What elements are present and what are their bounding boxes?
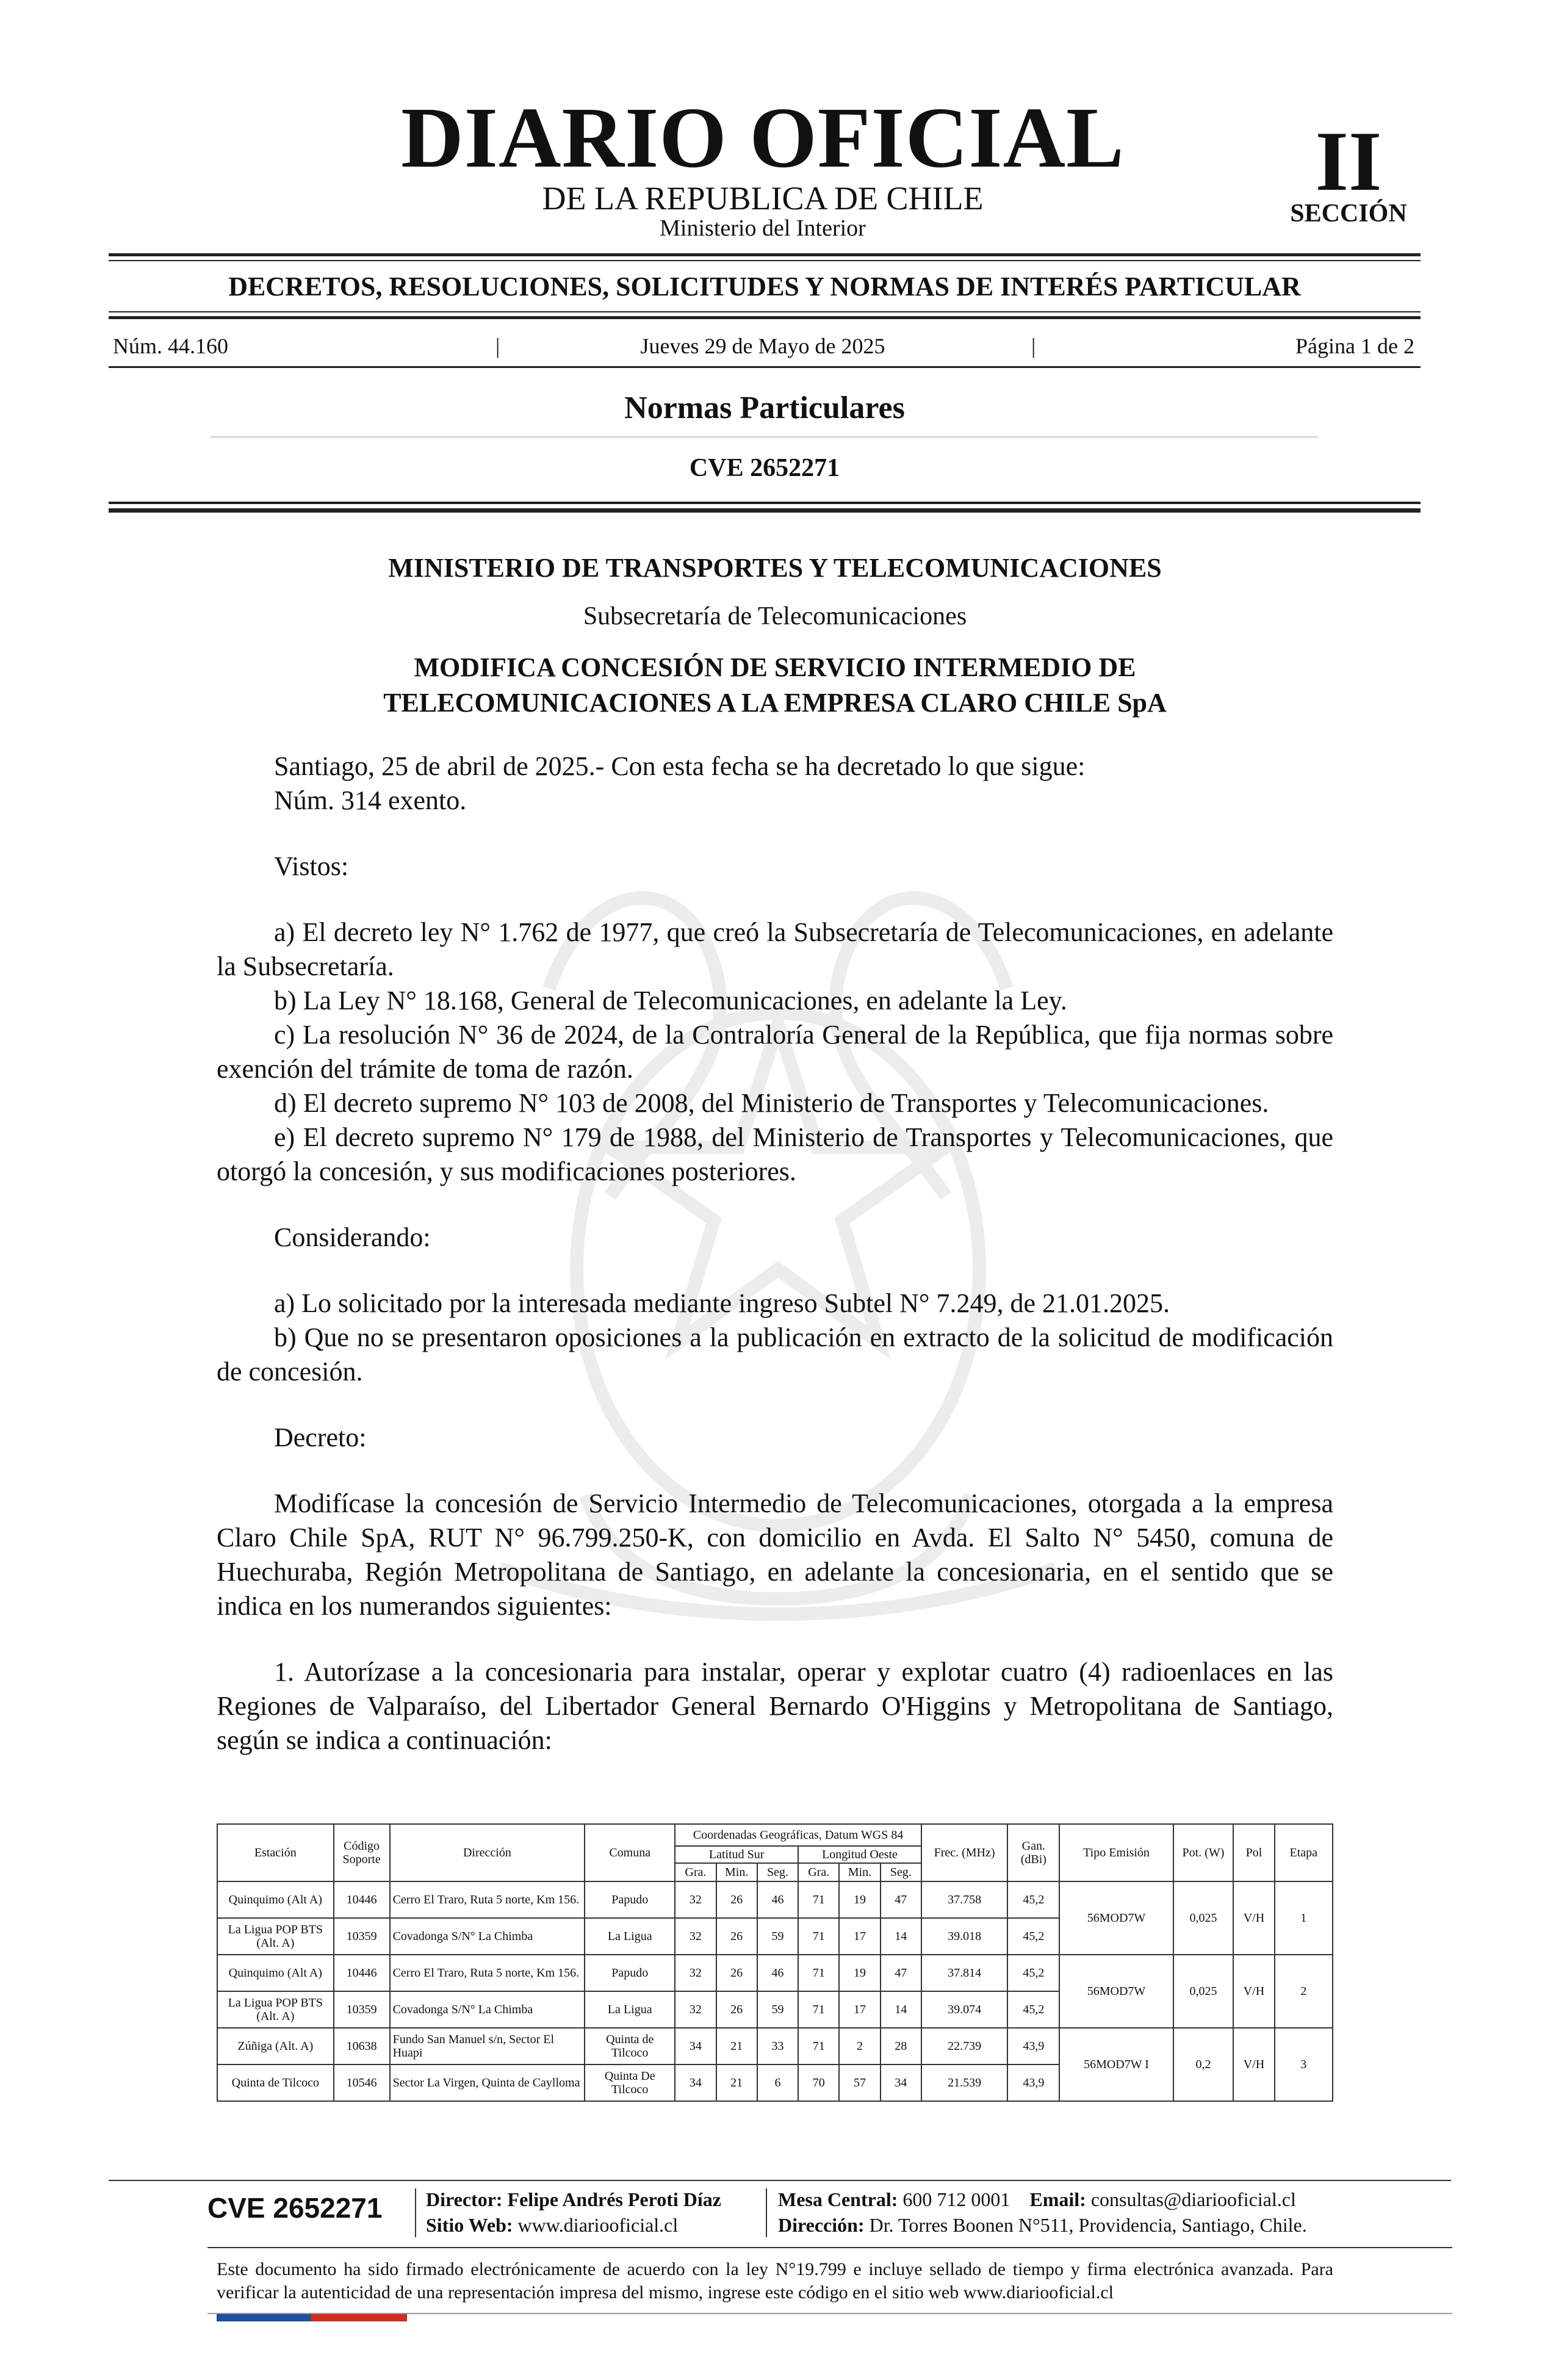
header-ganancia: Gan. (dBi) [1007, 1824, 1059, 1881]
cell-frecuencia: 37.758 [921, 1881, 1007, 1918]
considerando-item: a) Lo solicitado por la interesada mediante ingreso Subtel N° 7.249, de 21.01.2025. [274, 1288, 1170, 1318]
vistos-item: a) El decreto ley N° 1.762 de 1977, que creó la Subsecretaría de Telecomunicaciones, en adelante la Subsecretaría. [217, 917, 1333, 981]
phone-label: Mesa Central: [778, 2188, 898, 2210]
decreto-heading: Decreto: [274, 1423, 367, 1452]
flag-stripe-red [311, 2314, 407, 2321]
header-lat-gra: Gra. [675, 1863, 716, 1881]
header-rule-top [109, 253, 1421, 256]
cell-direccion: Covadonga S/N° La Chimba [390, 1918, 585, 1955]
issue-date: Jueves 29 de Mayo de 2025 [640, 334, 885, 358]
header-rule-mid-thin [109, 311, 1421, 312]
vistos-item: c) La resolución N° 36 de 2024, de la Contraloría General de la República, que fija normas sobre exención del trámite de toma de razón. [217, 1020, 1333, 1084]
norm-type-heading: Normas Particulares [624, 391, 905, 425]
cell-lat-gra: 32 [675, 1881, 716, 1918]
content-rule-top-thick [109, 508, 1421, 513]
considerando-item: b) Que no se presentaron oposiciones a la publicación en extracto de la solicitud de modificación de concesión. [217, 1322, 1333, 1387]
cell-comuna: Quinta De Tilcoco [585, 2064, 675, 2101]
header-potencia: Pot. (W) [1173, 1824, 1234, 1881]
vistos-item: b) La Ley N° 18.168, General de Telecomunicaciones, en adelante la Ley. [274, 986, 1067, 1015]
cell-estacion: Quinquimo (Alt A) [217, 1955, 334, 1991]
cell-lon-seg: 34 [881, 2064, 921, 2101]
cell-codigo: 10638 [334, 2028, 390, 2064]
separator-left: | [495, 334, 500, 358]
cell-lat-min: 26 [716, 1955, 757, 1991]
cve-code: CVE 2652271 [689, 454, 840, 482]
cell-lat-min: 21 [716, 2064, 757, 2101]
cell-etapa: 2 [1275, 1955, 1333, 2028]
header-tipo-emision: Tipo Emisión [1059, 1824, 1173, 1881]
email-label: Email: [1029, 2188, 1086, 2210]
header-polarizacion: Pol [1233, 1824, 1274, 1881]
vistos-item: d) El decreto supremo N° 103 de 2008, del Ministerio de Transportes y Telecomunicaciones. [274, 1088, 1269, 1118]
issuing-ministry: MINISTERIO DE TRANSPORTES Y TELECOMUNICACIONES [388, 553, 1162, 583]
cell-codigo: 10546 [334, 2064, 390, 2101]
cell-frecuencia: 22.739 [921, 2028, 1007, 2064]
cell-potencia: 0,025 [1173, 1955, 1234, 2028]
director-name: Felipe Andrés Peroti Díaz [507, 2188, 721, 2210]
cell-direccion: Cerro El Traro, Ruta 5 norte, Km 156. [390, 1955, 585, 1991]
header-latitud: Latitud Sur [675, 1846, 798, 1863]
footer-divider-left [415, 2188, 416, 2237]
cell-polarizacion: V/H [1233, 2028, 1274, 2101]
cell-lat-seg: 33 [757, 2028, 798, 2064]
header-estacion: Estación [217, 1824, 334, 1881]
header-lon-min: Min. [839, 1863, 880, 1881]
header-longitud: Longitud Oeste [798, 1846, 921, 1863]
decree-number: Núm. 314 exento. [274, 785, 467, 815]
header-lon-gra: Gra. [798, 1863, 839, 1881]
header-rule-top-thin [109, 260, 1421, 261]
cell-ganancia: 45,2 [1007, 1991, 1059, 2028]
cell-frecuencia: 39.018 [921, 1918, 1007, 1955]
cell-lon-min: 17 [839, 1918, 880, 1955]
header-direccion: Dirección [390, 1824, 585, 1881]
cell-lat-seg: 46 [757, 1955, 798, 1991]
cell-lon-gra: 71 [798, 1955, 839, 1991]
footer-rule-mid [207, 2247, 1452, 2248]
cell-lon-gra: 71 [798, 1881, 839, 1918]
cell-lon-min: 19 [839, 1955, 880, 1991]
cell-lat-min: 26 [716, 1991, 757, 2028]
footer-contact [778, 2187, 1296, 2212]
cell-lon-min: 57 [839, 2064, 880, 2101]
norm-type-underline [211, 436, 1318, 438]
cell-estacion: Quinta de Tilcoco [217, 2064, 334, 2101]
cell-tipo-emision: 56MOD7W [1059, 1881, 1173, 1955]
cell-lon-seg: 47 [881, 1955, 921, 1991]
cell-ganancia: 45,2 [1007, 1918, 1059, 1955]
cell-lon-gra: 71 [798, 1991, 839, 2028]
document-body [217, 749, 1333, 1758]
cell-lon-min: 17 [839, 1991, 880, 2028]
vistos-item: e) El decreto supremo N° 179 de 1988, del Ministerio de Transportes y Telecomunicaciones, que otorgó la concesión, y sus modificaciones posteriores. [217, 1122, 1333, 1186]
cell-lat-seg: 59 [757, 1918, 798, 1955]
issue-number: Núm. 44.160 [113, 334, 228, 358]
cell-lon-seg: 14 [881, 1991, 921, 2028]
footer-address [778, 2213, 1307, 2237]
cell-ganancia: 45,2 [1007, 1881, 1059, 1918]
document-title-line2: TELECOMUNICACIONES A LA EMPRESA CLARO CHILE SpA [383, 688, 1167, 718]
footer-director [426, 2187, 721, 2212]
phone-number: 600 712 0001 [902, 2188, 1010, 2210]
footer-rule-top [109, 2180, 1451, 2181]
footer-website [426, 2213, 678, 2237]
content-rule-top [109, 502, 1421, 504]
cell-potencia: 0,2 [1173, 2028, 1234, 2101]
header-frecuencia: Frec. (MHz) [921, 1824, 1007, 1881]
header-etapa: Etapa [1275, 1824, 1333, 1881]
address-label: Dirección: [778, 2214, 865, 2236]
cell-etapa: 1 [1275, 1881, 1333, 1955]
radio-links-table [217, 1823, 1333, 2102]
header-lon-seg: Seg. [881, 1863, 921, 1881]
cell-etapa: 3 [1275, 2028, 1333, 2101]
cell-tipo-emision: 56MOD7W I [1059, 2028, 1173, 2101]
flag-stripe-blue [217, 2314, 311, 2321]
cell-ganancia: 45,2 [1007, 1955, 1059, 1991]
cell-comuna: Papudo [585, 1955, 675, 1991]
cell-ganancia: 43,9 [1007, 2064, 1059, 2101]
footer-divider-right [766, 2188, 767, 2237]
cell-codigo: 10359 [334, 1918, 390, 1955]
cell-lon-seg: 14 [881, 1918, 921, 1955]
website-link[interactable]: www.diariooficial.cl [517, 2214, 679, 2236]
cell-tipo-emision: 56MOD7W [1059, 1955, 1173, 2028]
decreto-item-1: 1. Autorízase a la concesionaria para instalar, operar y explotar cuatro (4) radioenlaces en las Regiones de Valparaíso, del Libertador General Bernardo O'Higgins y Metropolitana de Santiago, según se indica a continuación: [217, 1657, 1333, 1755]
cell-direccion: Cerro El Traro, Ruta 5 norte, Km 156. [390, 1881, 585, 1918]
cell-lat-gra: 32 [675, 1955, 716, 1991]
cell-estacion: La Ligua POP BTS (Alt. A) [217, 1991, 334, 2028]
table-row [217, 1955, 1333, 1991]
cell-frecuencia: 37.814 [921, 1955, 1007, 1991]
cell-estacion: Quinquimo (Alt A) [217, 1881, 334, 1918]
subsecretariat: Subsecretaría de Telecomunicaciones [583, 602, 967, 630]
separator-right: | [1031, 334, 1036, 358]
category-heading: DECRETOS, RESOLUCIONES, SOLICITUDES Y NORMAS DE INTERÉS PARTICULAR [228, 272, 1301, 301]
cell-lat-gra: 34 [675, 2028, 716, 2064]
place-date: Santiago, 25 de abril de 2025.- Con esta fecha se ha decretado lo que sigue: [274, 751, 1086, 781]
cell-lat-min: 26 [716, 1918, 757, 1955]
page-indicator: Página 1 de 2 [1295, 334, 1414, 358]
cell-direccion: Sector La Virgen, Quinta de Caylloma [390, 2064, 585, 2101]
cell-lat-min: 26 [716, 1881, 757, 1918]
cell-lat-gra: 34 [675, 2064, 716, 2101]
cell-lon-seg: 47 [881, 1881, 921, 1918]
cell-lon-min: 19 [839, 1881, 880, 1918]
header-coordenadas: Coordenadas Geográficas, Datum WGS 84 [675, 1824, 921, 1846]
header-codigo: Código Soporte [334, 1824, 390, 1881]
cell-estacion: Zúñiga (Alt. A) [217, 2028, 334, 2064]
cell-lat-min: 21 [716, 2028, 757, 2064]
cell-direccion: Covadonga S/N° La Chimba [390, 1991, 585, 2028]
section-label: SECCIÓN [1290, 200, 1407, 228]
email-link[interactable]: consultas@diariooficial.cl [1090, 2188, 1296, 2210]
header-rule-bottom [109, 366, 1421, 368]
cell-lon-seg: 28 [881, 2028, 921, 2064]
address-text: Dr. Torres Boonen N°511, Providencia, Santiago, Chile. [869, 2214, 1307, 2236]
cell-codigo: 10446 [334, 1881, 390, 1918]
document-title-line1: MODIFICA CONCESIÓN DE SERVICIO INTERMEDIO DE [414, 652, 1136, 682]
masthead-title: DIARIO OFICIAL [401, 89, 1125, 186]
cell-polarizacion: V/H [1233, 1955, 1274, 2028]
cell-comuna: Papudo [585, 1881, 675, 1918]
decreto-paragraph: Modifícase la concesión de Servicio Intermedio de Telecomunicaciones, otorgada a la empresa Claro Chile SpA, RUT N° 96.799.250-K, con domicilio en Avda. El Salto N° 5450, comuna de Huechuraba, Región Metropolitana de Santiago, en adelante la concesionaria, en el sentido que se indica en los numerandos siguientes: [217, 1488, 1333, 1621]
director-label: Director: [426, 2188, 503, 2210]
masthead-subtitle: DE LA REPUBLICA DE CHILE [542, 180, 984, 217]
table-row [217, 2028, 1333, 2064]
cell-comuna: La Ligua [585, 1918, 675, 1955]
cell-lon-gra: 71 [798, 1918, 839, 1955]
cell-lat-seg: 6 [757, 2064, 798, 2101]
cell-frecuencia: 21.539 [921, 2064, 1007, 2101]
section-numeral: II [1315, 114, 1382, 209]
cell-lat-seg: 59 [757, 1991, 798, 2028]
cell-comuna: La Ligua [585, 1991, 675, 2028]
cell-polarizacion: V/H [1233, 1881, 1274, 1955]
footer-cve: CVE 2652271 [207, 2192, 383, 2224]
considerando-heading: Considerando: [274, 1222, 431, 1252]
header-lat-min: Min. [716, 1863, 757, 1881]
cell-lat-gra: 32 [675, 1918, 716, 1955]
vistos-heading: Vistos: [274, 851, 349, 881]
header-rule-mid [109, 316, 1421, 319]
header-comuna: Comuna [585, 1824, 675, 1881]
cell-lat-seg: 46 [757, 1881, 798, 1918]
cell-lon-min: 2 [839, 2028, 880, 2064]
cell-comuna: Quinta de Tilcoco [585, 2028, 675, 2064]
cell-estacion: La Ligua POP BTS (Alt. A) [217, 1918, 334, 1955]
website-label: Sitio Web: [426, 2214, 513, 2236]
cell-lon-gra: 70 [798, 2064, 839, 2101]
cell-frecuencia: 39.074 [921, 1991, 1007, 2028]
table-row [217, 1881, 1333, 1918]
cell-ganancia: 43,9 [1007, 2028, 1059, 2064]
masthead-ministry: Ministerio del Interior [660, 215, 866, 241]
cell-potencia: 0,025 [1173, 1881, 1234, 1955]
cell-codigo: 10446 [334, 1955, 390, 1991]
header-lat-seg: Seg. [757, 1863, 798, 1881]
cell-codigo: 10359 [334, 1991, 390, 2028]
signature-notice: Este documento ha sido firmado electrónicamente de acuerdo con la ley N°19.799 e incluye sellado de tiempo y firma electrónica avanzada. Para verificar la autenticidad de una representación impresa del mismo, ingrese este código en el sitio web www.diariooficial.cl [217, 2259, 1333, 2302]
cell-lon-gra: 71 [798, 2028, 839, 2064]
cell-lat-gra: 32 [675, 1991, 716, 2028]
cell-direccion: Fundo San Manuel s/n, Sector El Huapi [390, 2028, 585, 2064]
